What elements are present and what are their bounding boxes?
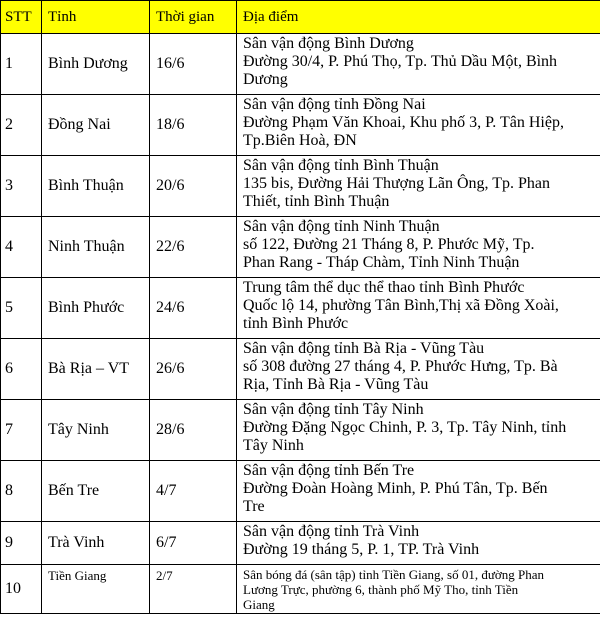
row-date: 6/7 xyxy=(150,522,237,565)
row-date: 16/6 xyxy=(150,34,237,95)
row-province: Bến Tre xyxy=(42,461,150,522)
row-stt: 9 xyxy=(1,522,42,565)
address-line: Lương Trực, phường 6, thành phố Mỹ Tho, tỉnh Tiền xyxy=(243,582,519,597)
row-location xyxy=(237,565,600,614)
table-row xyxy=(1,400,600,461)
row-location xyxy=(237,278,600,339)
address-line: Tây Ninh xyxy=(243,437,304,454)
address-line: Đường Đặng Ngọc Chinh, P. 3, Tp. Tây Ninh, tỉnh xyxy=(243,419,567,436)
row-stt: 10 xyxy=(1,565,42,614)
row-stt: 5 xyxy=(1,278,42,339)
table-row xyxy=(1,34,600,95)
header-row xyxy=(1,1,600,34)
address-line: Thiết, tỉnh Bình Thuận xyxy=(243,193,390,210)
row-province: Bình Dương xyxy=(42,34,150,95)
address-line: 135 bis, Đường Hải Thượng Lãn Ông, Tp. Phan xyxy=(243,175,550,192)
row-province: Tiền Giang xyxy=(42,565,150,614)
row-stt: 1 xyxy=(1,34,42,95)
row-location xyxy=(237,34,600,95)
row-location xyxy=(237,461,600,522)
address-line: tỉnh Bình Phước xyxy=(243,315,349,332)
row-province: Đồng Nai xyxy=(42,95,150,156)
table-row xyxy=(1,522,600,565)
venue-name: Sân vận động tỉnh Trà Vinh xyxy=(243,523,420,540)
venue-name: Sân vận động tỉnh Ninh Thuận xyxy=(243,218,440,235)
row-date: 22/6 xyxy=(150,217,237,278)
address-line: Rịa, Tỉnh Bà Rịa - Vũng Tàu xyxy=(243,376,429,393)
row-stt: 8 xyxy=(1,461,42,522)
row-province: Bà Rịa – VT xyxy=(42,339,150,400)
address-line: Giang xyxy=(243,597,275,612)
table-row xyxy=(1,461,600,522)
row-location xyxy=(237,522,600,565)
address-line: Tre xyxy=(243,498,265,515)
row-date: 18/6 xyxy=(150,95,237,156)
header-time: Thời gian xyxy=(150,1,237,34)
address-line: Đường Phạm Văn Khoai, Khu phố 3, P. Tân Hiệp, xyxy=(243,114,564,131)
venue-name: Trung tâm thể dục thể thao tỉnh Bình Phước xyxy=(243,279,525,296)
table-row xyxy=(1,217,600,278)
address-line: Dương xyxy=(243,71,288,88)
table-row xyxy=(1,339,600,400)
row-location xyxy=(237,400,600,461)
row-date: 24/6 xyxy=(150,278,237,339)
row-location xyxy=(237,339,600,400)
row-stt: 4 xyxy=(1,217,42,278)
row-province: Tây Ninh xyxy=(42,400,150,461)
row-province: Ninh Thuận xyxy=(42,217,150,278)
address-line: Đường 19 tháng 5, P. 1, TP. Trà Vinh xyxy=(243,541,480,558)
row-date: 4/7 xyxy=(150,461,237,522)
row-stt: 2 xyxy=(1,95,42,156)
venue-name: Sân vận động tỉnh Bà Rịa - Vũng Tàu xyxy=(243,340,485,357)
table-row xyxy=(1,156,600,217)
row-date: 2/7 xyxy=(150,565,237,614)
venue-name: Sân vận động tỉnh Đồng Nai xyxy=(243,96,426,113)
header-stt: STT xyxy=(1,1,42,34)
address-line: số 122, Đường 21 Tháng 8, P. Phước Mỹ, Tp. xyxy=(243,236,535,253)
row-province: Trà Vinh xyxy=(42,522,150,565)
row-location xyxy=(237,95,600,156)
address-line: Phan Rang - Tháp Chàm, Tỉnh Ninh Thuận xyxy=(243,254,520,271)
table-row xyxy=(1,278,600,339)
row-province: Bình Phước xyxy=(42,278,150,339)
row-date: 20/6 xyxy=(150,156,237,217)
venue-name: Sân vận động tỉnh Bình Thuận xyxy=(243,157,439,174)
venue-name: Sân bóng đá (sân tập) tỉnh Tiền Giang, số 01, đường Phan xyxy=(243,567,544,582)
venue-name: Sân vận động tỉnh Tây Ninh xyxy=(243,401,424,418)
table-row xyxy=(1,565,600,614)
venue-name: Sân vận động Bình Dương xyxy=(243,35,414,52)
address-line: Quốc lộ 14, phường Tân Bình,Thị xã Đồng Xoài, xyxy=(243,297,559,314)
row-location xyxy=(237,217,600,278)
row-date: 28/6 xyxy=(150,400,237,461)
row-date: 26/6 xyxy=(150,339,237,400)
row-stt: 7 xyxy=(1,400,42,461)
address-line: Đường 30/4, P. Phú Thọ, Tp. Thủ Dầu Một, Bình xyxy=(243,53,558,70)
row-stt: 6 xyxy=(1,339,42,400)
address-line: số 308 đường 27 tháng 4, P. Phước Hưng, Tp. Bà xyxy=(243,358,558,375)
venue-name: Sân vận động tỉnh Bến Tre xyxy=(243,462,415,479)
header-location: Địa điểm xyxy=(237,1,600,34)
address-line: Đường Đoàn Hoàng Minh, P. Phú Tân, Tp. Bến xyxy=(243,480,548,497)
row-province: Bình Thuận xyxy=(42,156,150,217)
header-province: Tỉnh xyxy=(42,1,150,34)
row-stt: 3 xyxy=(1,156,42,217)
table-row xyxy=(1,95,600,156)
row-location xyxy=(237,156,600,217)
address-line: Tp.Biên Hoà, ĐN xyxy=(243,132,357,149)
